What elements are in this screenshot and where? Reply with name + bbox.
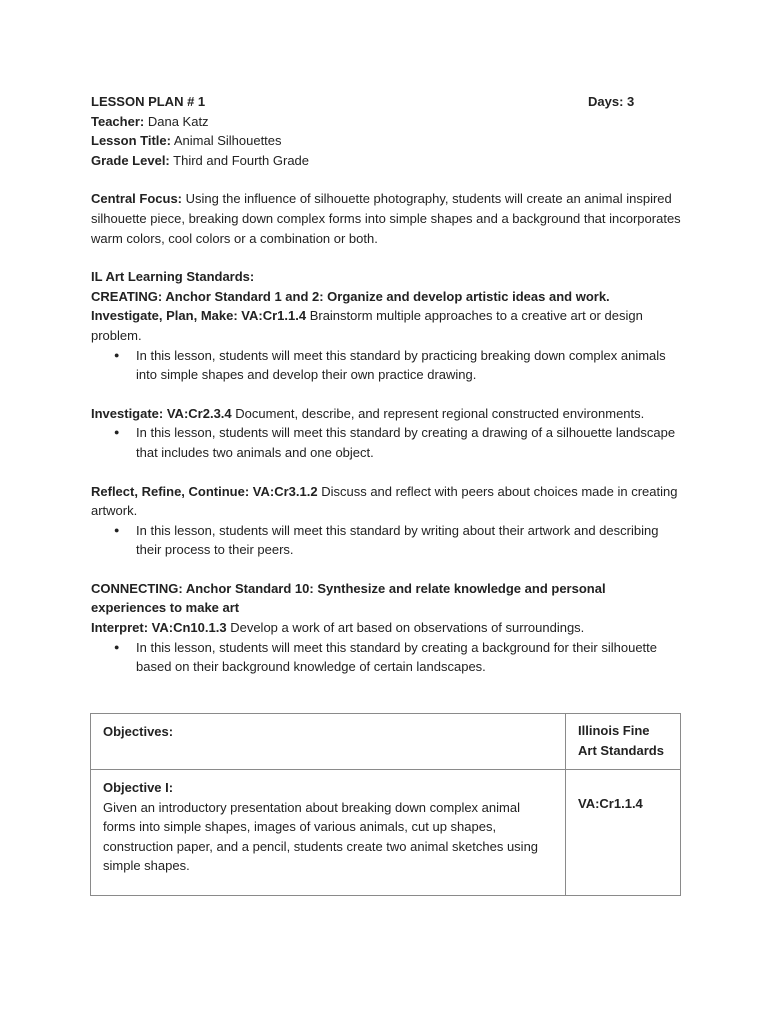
- lesson-title-line: [91, 131, 681, 151]
- connecting-heading: CONNECTING: Anchor Standard 10: Synthesize and relate knowledge and personal experiences to make art: [91, 580, 606, 616]
- standard-item: [91, 306, 681, 345]
- standards-heading: IL Art Learning Standards:: [91, 269, 255, 285]
- standard-text: Develop a work of art based on observations of surroundings.: [230, 620, 585, 636]
- standard-label: Reflect, Refine, Continue: VA:Cr3.1.2: [91, 483, 318, 499]
- objectives-header: Objectives:: [91, 714, 566, 770]
- header-row: [91, 92, 681, 112]
- standard-item: [91, 482, 681, 521]
- standard-bullets: [91, 521, 681, 560]
- objective-standard: VA:Cr1.1.4: [566, 770, 681, 896]
- grade-level-line: [91, 151, 681, 171]
- standard-bullet: ● In this lesson, students will meet this standard by practicing breaking down complex animals into simple shapes and develop their own practice drawing.: [136, 346, 681, 385]
- central-focus-label: Central Focus:: [91, 191, 183, 207]
- teacher-label: Teacher:: [91, 113, 145, 129]
- teacher-name: Dana Katz: [147, 113, 209, 129]
- table-row: [91, 770, 681, 896]
- standard-bullets: [91, 346, 681, 385]
- objective-cell: [91, 770, 566, 896]
- days-count: Days: 3: [588, 94, 635, 109]
- standard-bullet: ● In this lesson, students will meet this standard by creating a drawing of a silhouette landscape that includes two animals and one object.: [136, 423, 681, 462]
- standard-label: Investigate, Plan, Make: VA:Cr1.1.4: [91, 308, 307, 324]
- standard-label: Investigate: VA:Cr2.3.4: [91, 405, 232, 421]
- standard-text: Document, describe, and represent regional constructed environments.: [235, 405, 645, 421]
- objective-label: Objective I:: [103, 780, 174, 795]
- objectives-table: [90, 713, 681, 896]
- lesson-title-label: Lesson Title:: [91, 133, 171, 149]
- grade-level: Third and Fourth Grade: [173, 152, 310, 168]
- standard-label: Interpret: VA:Cn10.1.3: [91, 620, 227, 636]
- standards-header: Illinois Fine Art Standards: [566, 714, 681, 770]
- lesson-plan-page: [91, 92, 681, 677]
- table-header-row: [91, 714, 681, 770]
- standard-item: [91, 618, 681, 638]
- standard-bullet: ● In this lesson, students will meet this standard by writing about their artwork and describing their process to their peers.: [136, 521, 681, 560]
- central-focus-text: Using the influence of silhouette photography, students will create an animal inspired silhouette piece, breaking down complex forms into simple shapes and a background that incorporates warm colors, cool colors or a combination or both.: [91, 191, 681, 246]
- standard-text: Brainstorm multiple approaches to a creative art or design problem.: [91, 308, 643, 343]
- lesson-title: Animal Silhouettes: [173, 133, 282, 149]
- standard-bullet: ● In this lesson, students will meet this standard by creating a background for their silhouette based on their background knowledge of certain landscapes.: [136, 638, 681, 677]
- lesson-plan-number: LESSON PLAN # 1: [91, 94, 206, 109]
- objective-text: Given an introductory presentation about breaking down complex animal forms into simple shapes, images of various animals, cut up shapes, construction paper, and a pencil, students create two animal sketches using simple shapes.: [103, 799, 539, 874]
- teacher-line: [91, 112, 681, 132]
- standard-text: Discuss and reflect with peers about choices made in creating artwork.: [91, 483, 678, 519]
- standard-item: [91, 404, 681, 424]
- standard-bullets: [91, 423, 681, 462]
- grade-level-label: Grade Level:: [91, 152, 170, 168]
- central-focus: [91, 189, 681, 248]
- standard-bullets: [91, 638, 681, 677]
- creating-heading: CREATING: Anchor Standard 1 and 2: Organize and develop artistic ideas and work.: [91, 288, 610, 304]
